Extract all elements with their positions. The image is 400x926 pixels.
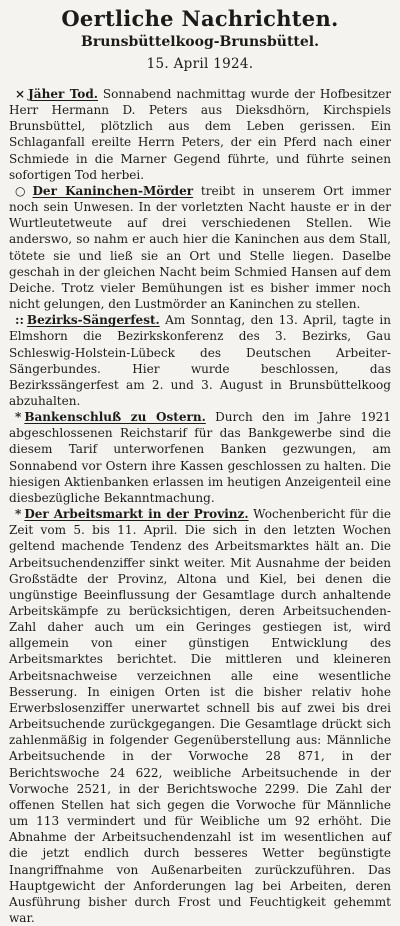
page-subtitle: Brunsbüttelkoog-Brunsbüttel. [81,34,319,50]
article-marker: * [15,507,22,522]
article-marker: ○ [15,183,30,198]
article-text: Wochenbericht für die Zeit vom 5. bis 11. April. Die sich in den letzten Wochen geltend machende Tendenz des Arbeitsmarktes hält an. Die Arbeitsuchendenziffer sinkt weiter. Mit Ausnahme der beiden Großstädte der Provinz, Altona und Kiel, bei denen die ungünstige Beeinflussung der Gesamtlage durch anhaltende Arbeitskämpfe zu berücksichtigen, deren Arbeitsuchenden-Zahl daher auch um ein Geringes gestiegen ist, wird allgemein von einer günstigen Entwicklung des Arbeitsmarktes berichtet. Die mittleren und kleineren Arbeitsnachweise verzeichnen alle eine wesentliche Besserung. In einigen Orten ist die bisher relativ hohe Erwerbslosenziffer unerwartet schnell bis auf zwei bis drei Arbeitsuchende zurückgegangen. Die Gesamtlage drückt sich zahlenmäßig in folgender Gegenüberstellung aus: Männliche Arbeitsuchende in der Vorwoche 28 871, in der Berichtswoche 24 622, weibliche Arbeitsuchende in der Vorwoche 2521, in der Berichtswoche 2299. Die Zahl der offenen Stellen hat sich gegen die Vorwoche für Männliche um 113 vermindert und für Weibliche um 92 erhöht. Die Abnahme der Arbeitsuchendenzahl ist im wesentlichen auf die jetzt endlich durch besseres Wetter begünstigte Inangriffnahme von Außenarbeiten zurückzuführen. Das Hauptgewicht der Anforderungen lag bei Arbeiten, deren Ausführung bisher durch Frost und Feuchtigkeit gehemmt war. [9,507,391,925]
article-marker: * [15,410,22,425]
article-text: treibt in unserem Ort immer noch sein Unwesen. In der vorletzten Nacht hauste er in der Wurtleutetweute auf drei verschiedenen Stellen. Wie anderswo, so nahm er auch hier die Kaninchen aus dem Stall, tötete sie und ließ sie an Ort und Stelle liegen. Daselbe geschah in der gleichen Nacht beim Schmied Hansen auf dem Deiche. Trotz vieler Bemühungen ist es bisher immer noch nicht gelungen, den Lustmörder an Kaninchen zu stellen. [9,183,391,312]
article-marker: × [15,87,26,101]
article-kaninchen-moerder [9,183,391,312]
article-headline: Bankenschluß zu Ostern. [24,410,206,425]
issue-date: 15. April 1924. [146,56,254,72]
article-headline: Jäher Tod. [28,87,98,101]
article-marker: :: [15,313,24,328]
article-text: Durch den im Jahre 1921 abgeschlossenen Reichstarif für das Bankgewerbe sind die diesem Tarif unterworfenen Banken gezwungen, am Sonnabend vor Ostern ihre Kassen geschlossen zu halten. Die hiesigen Aktienbanken erlassen im heutigen Anzeigenteil eine diesbezügliche Bekanntmachung. [9,410,391,505]
masthead [9,6,391,73]
article-headline: Der Kaninchen-Mörder [32,183,194,198]
article-bankenschluss [9,409,391,506]
page-title: Oertliche Nachrichten. [61,6,339,31]
article-text: Sonnabend nachmittag wurde der Hofbesitzer Herr Hermann D. Peters aus Dieksdhörn, Kirchspiels Brunsbüttel, plötzlich aus dem Leben gerissen. Ein Schlaganfall ereilte Herrn Peters, der ein Pferd nach einer Schmiede in die Marner Gegend führte, und führte seinen sofortigen Tod herbei. [9,87,391,182]
article-jaeher-tod [9,86,391,183]
article-text: Am Sonntag, den 13. April, tagte in Elmshorn die Bezirkskonferenz des 3. Bezirks, Gau Schleswig-Holstein-Lübeck des Deutschen Arbeiter-Sängerbundes. Hier wurde beschlossen, das Bezirkssängerfest am 2. und 3. August in Brunsbüttelkoog abzuhalten. [9,313,391,408]
article-headline: Bezirks-Sängerfest. [26,313,160,328]
article-arbeitsmarkt [9,506,391,926]
article-bezirks-saengerfest [9,312,391,409]
article-headline: Der Arbeitsmarkt in der Provinz. [24,507,249,522]
